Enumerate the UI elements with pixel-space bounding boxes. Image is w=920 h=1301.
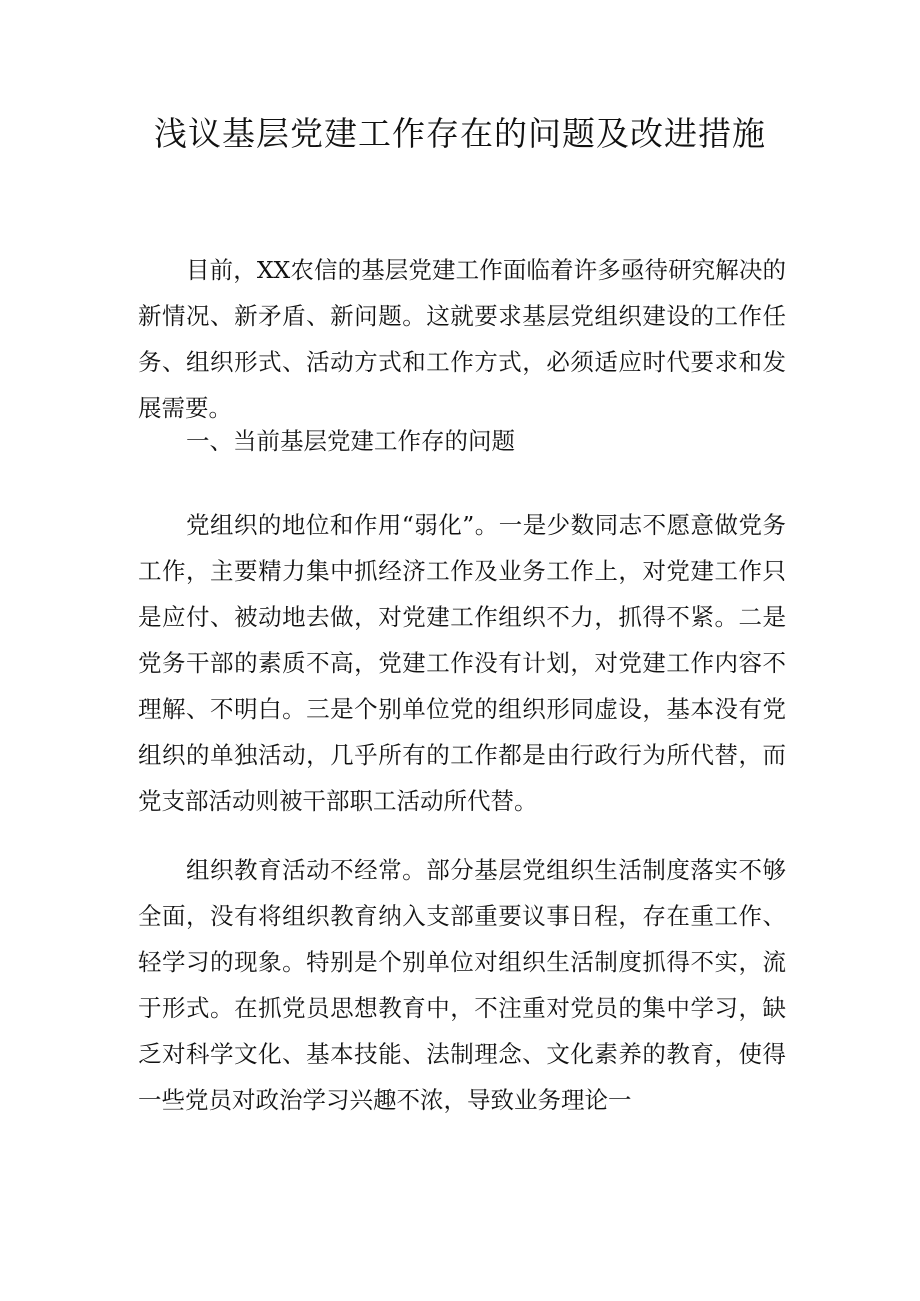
intro-paragraph: 目前，XX农信的基层党建工作面临着许多亟待研究解决的新情况、新矛盾、新问题。这就要求基层党组织建设的工作任务、组织形式、活动方式和工作方式，必须适应时代要求和发展需要。 <box>138 256 786 422</box>
document-title: 浅议基层党建工作存在的问题及改进措施 <box>154 114 766 153</box>
body-paragraph-education-activities: 组织教育活动不经常。部分基层党组织生活制度落实不够全面，没有将组织教育纳入支部重要议事日程，存在重工作、轻学习的现象。特别是个别单位对组织生活制度抓得不实，流于形式。在抓党员思想教育中，不注重对党员的集中学习，缺乏对科学文化、基本技能、法制理念、文化素养的教育，使得一些党员对政治学习兴趣不浓，导致业务理论一 <box>138 856 786 1114</box>
body-paragraph-weakened-role: 党组织的地位和作用“弱化”。一是少数同志不愿意做党务工作，主要精力集中抓经济工作及业务工作上，对党建工作只是应付、被动地去做，对党建工作组织不力，抓得不紧。二是党务干部的素质不高，党建工作没有计划，对党建工作内容不理解、不明白。三是个别单位党的组织形同虚设，基本没有党组织的单独活动，几乎所有的工作都是由行政行为所代替，而党支部活动则被干部职工活动所代替。 <box>138 511 786 815</box>
section-heading: 一、当前基层党建工作存的问题 <box>186 427 515 455</box>
